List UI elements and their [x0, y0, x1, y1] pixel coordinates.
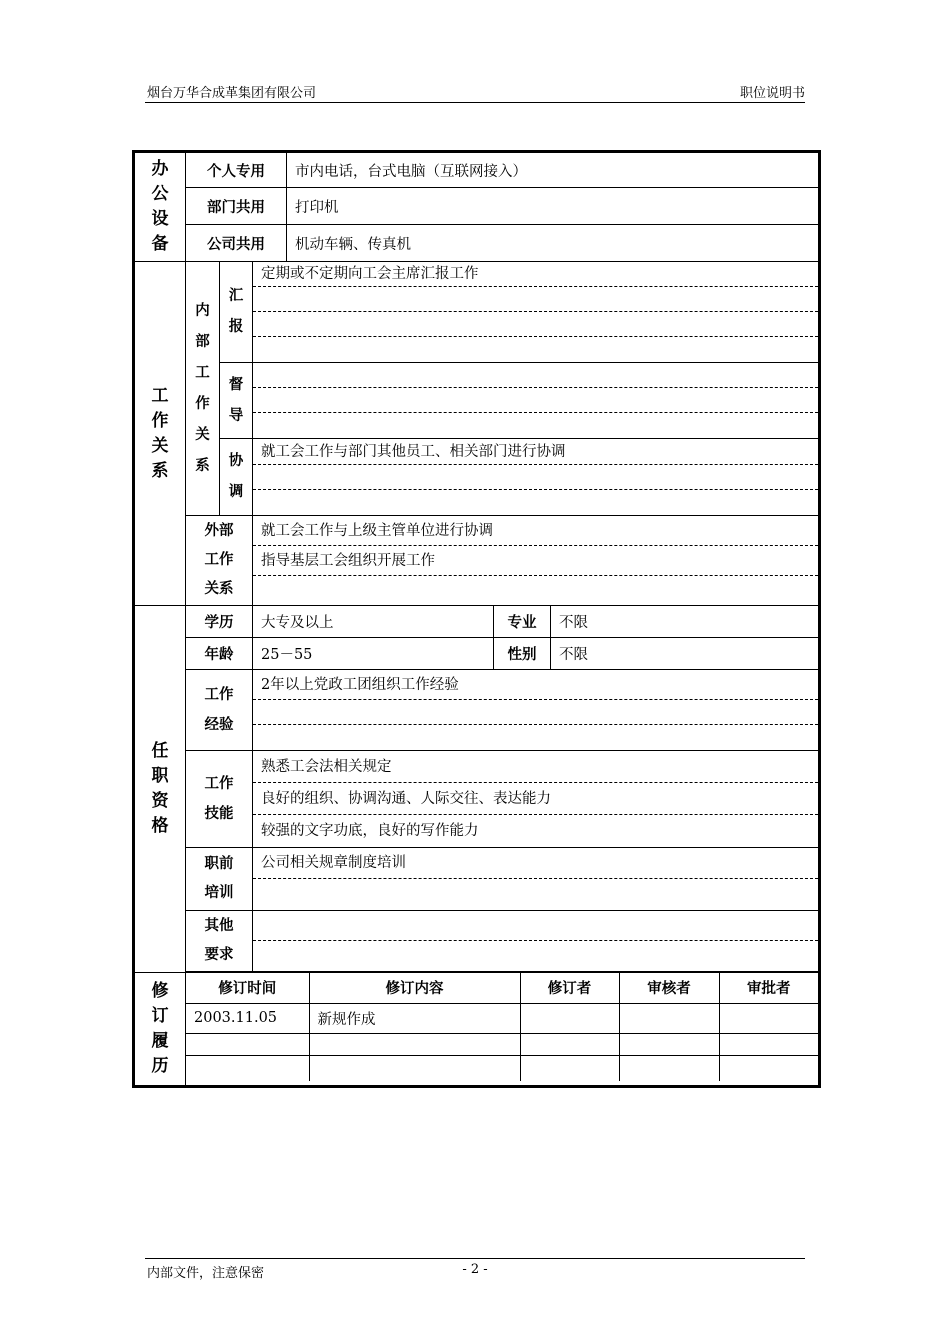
report-line-2 [253, 287, 818, 312]
other-line-1 [253, 911, 818, 941]
equipment-section-text: 办公设备 [151, 159, 169, 254]
header-doc-type: 职位说明书 [739, 86, 805, 101]
revision-header-content: 修订内容 [309, 973, 520, 1003]
revision-row-3-time [186, 1055, 309, 1081]
training-lines [253, 848, 820, 911]
relations-section-text: 工作关系 [151, 385, 169, 481]
revision-history [186, 973, 820, 1087]
supervise-lines [253, 363, 820, 439]
education-label: 学历 [186, 606, 253, 638]
training-label [186, 848, 253, 911]
major-label: 专业 [494, 606, 551, 638]
report-line-3 [253, 312, 818, 337]
coord-line-3 [253, 490, 818, 515]
revision-row-2-approver [719, 1033, 818, 1055]
external-relations-text: 外部工作关系 [204, 523, 234, 597]
footer-page-number: - 2 - [462, 1262, 488, 1277]
equipment-personal-label: 个人专用 [186, 152, 287, 188]
experience-label-text: 工作经验 [204, 687, 234, 733]
internal-relations-text: 内部工作关系 [195, 302, 210, 474]
gender-value: 不限 [551, 638, 820, 670]
qualification-section-text: 任职资格 [151, 741, 169, 836]
revision-section-label [134, 973, 186, 1087]
revision-row-2-time [186, 1033, 309, 1055]
external-line-1: 就工会工作与上级主管单位进行协调 [253, 516, 818, 546]
skill-line-3: 较强的文字功底，良好的写作能力 [261, 823, 479, 839]
equipment-dept-label: 部门共用 [186, 188, 287, 225]
external-relations-label [186, 516, 253, 606]
revision-row-1-time: 2003.11.05 [186, 1003, 309, 1033]
revision-header-reviser: 修订者 [520, 973, 619, 1003]
gender-label: 性别 [494, 638, 551, 670]
report-line-4 [253, 337, 818, 362]
revision-row-2-content [309, 1033, 520, 1055]
experience-lines [253, 670, 820, 751]
revision-row-2-reviser [520, 1033, 619, 1055]
skill-label-text: 工作技能 [204, 776, 234, 822]
job-description-table [132, 150, 821, 1088]
coord-line-2 [253, 465, 818, 490]
skill-label [186, 751, 253, 848]
report-line-1: 定期或不定期向工会主席汇报工作 [253, 262, 818, 287]
revision-row-1-approver [719, 1003, 818, 1033]
footer-confidential-note: 内部文件，注意保密 [147, 1266, 265, 1281]
equipment-company-value: 机动车辆、传真机 [287, 225, 820, 262]
supervise-line-2 [253, 388, 818, 413]
revision-row-3-approver [719, 1055, 818, 1081]
skill-line-1: 熟悉工会法相关规定 [253, 751, 818, 783]
education-value: 大专及以上 [253, 606, 494, 638]
training-line-1: 公司相关规章制度培训 [253, 848, 818, 879]
equipment-personal-value: 市内电话，台式电脑（互联网接入） [287, 152, 820, 188]
experience-label [186, 670, 253, 751]
training-label-text: 职前培训 [204, 856, 234, 901]
external-lines [253, 516, 820, 606]
coord-label [220, 439, 253, 516]
revision-table [186, 973, 818, 1081]
revision-row-1-content: 新规作成 [309, 1003, 520, 1033]
training-line-2 [253, 879, 818, 910]
revision-row-3-checker [619, 1055, 719, 1081]
age-value: 25－55 [253, 638, 494, 670]
equipment-dept-value: 打印机 [287, 188, 820, 225]
header-company: 烟台万华合成革集团有限公司 [147, 86, 317, 101]
supervise-line-1 [253, 363, 818, 388]
revision-row-2-checker [619, 1033, 719, 1055]
supervise-line-3 [253, 413, 818, 438]
major-value: 不限 [551, 606, 820, 638]
other-line-2 [253, 941, 818, 971]
coord-label-text: 协调 [228, 453, 244, 500]
relations-section-label [134, 262, 186, 606]
other-requirements-text: 其他要求 [204, 918, 234, 963]
external-line-2: 指导基层工会组织开展工作 [253, 546, 818, 576]
qualification-section-label [134, 606, 186, 973]
other-requirements-label [186, 911, 253, 972]
revision-header-time: 修订时间 [186, 973, 309, 1003]
revision-header-approver: 审批者 [719, 973, 818, 1003]
skill-line-2: 良好的组织、协调沟通、人际交往、表达能力 [253, 783, 818, 815]
supervise-label [220, 363, 253, 439]
experience-line-3 [253, 725, 818, 750]
experience-line-2 [253, 700, 818, 725]
revision-row-3-content [309, 1055, 520, 1081]
supervise-label-text: 督导 [228, 376, 244, 424]
coord-line-1: 就工会工作与部门其他员工、相关部门进行协调 [253, 440, 818, 465]
revision-row-1-reviser [520, 1003, 619, 1033]
header-divider [145, 102, 805, 103]
age-label: 年龄 [186, 638, 253, 670]
report-lines [253, 262, 820, 363]
external-line-3 [253, 576, 818, 605]
report-label-text: 汇报 [228, 288, 244, 335]
skill-lines [253, 751, 820, 848]
internal-relations-label [186, 262, 220, 516]
report-label [220, 262, 253, 363]
experience-line-1: 2年以上党政工团组织工作经验 [253, 670, 818, 700]
coord-lines [253, 439, 820, 516]
revision-row-1-checker [619, 1003, 719, 1033]
footer-divider [145, 1258, 805, 1259]
equipment-company-label: 公司共用 [186, 225, 287, 262]
revision-section-text: 修订履历 [151, 981, 169, 1076]
other-lines [253, 911, 820, 972]
revision-header-checker: 审核者 [619, 973, 719, 1003]
revision-row-3-reviser [520, 1055, 619, 1081]
equipment-section-label [134, 152, 186, 262]
